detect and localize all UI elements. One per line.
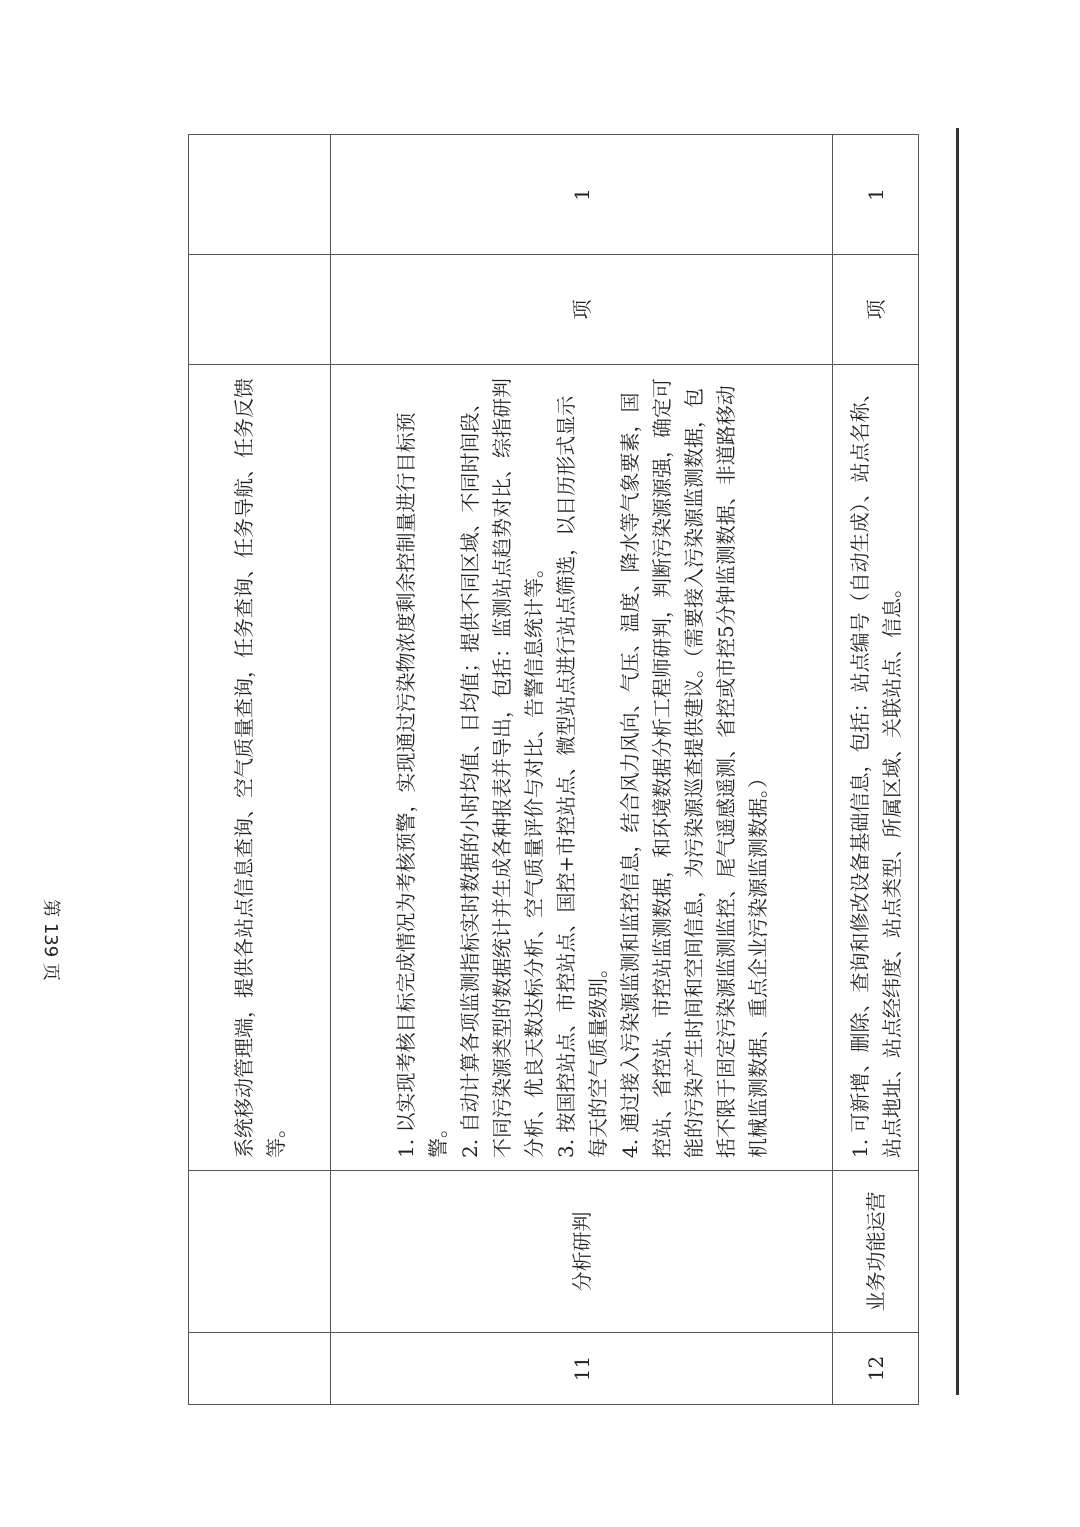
- description-paragraph: 系统移动管理端，提供各站点信息查询、空气质量查询，任务查询、任务导航、任务反馈等。: [231, 378, 288, 1158]
- spec-table: [188, 134, 919, 1405]
- unit-cell: [189, 255, 331, 365]
- quantity-cell: 1: [331, 135, 833, 255]
- description-paragraph: 1. 可新增、删除、查询和修改设备基础信息，包括：站点编号（自动生成）、站点名称、站点地址、站点经纬度、站点类型、所属区域、关联站点、信息。: [847, 382, 904, 1158]
- row-number: 11: [331, 1333, 833, 1405]
- row-number: 12: [833, 1333, 919, 1405]
- table-row: [331, 135, 833, 1405]
- function-description: [833, 365, 919, 1171]
- table-row: [833, 135, 919, 1405]
- description-paragraph: 2. 自动计算各项监测指标实时数据的小时均值、日均值；提供不同区域、不同时间段、不同污染源类型的数据统计并生成各种报表并导出，包括：监测站点趋势对比、综指研判分析、优良天数达标分析、空气质量评价与对比、告警信息统计等。: [457, 378, 546, 1158]
- function-name: [189, 1171, 331, 1333]
- page-number: 第 139 页: [40, 899, 61, 981]
- function-description: [189, 365, 331, 1171]
- right-margin-rule: [956, 128, 959, 1395]
- unit-cell: 项: [331, 255, 833, 365]
- quantity-cell: [189, 135, 331, 255]
- row-number: [189, 1333, 331, 1405]
- table-row: [189, 135, 331, 1405]
- description-paragraph: 3. 按国控站点、市控站点、国控+市控站点、微型站点进行站点筛选，以日历形式显示每天的空气质量级别。: [553, 395, 610, 1158]
- rotated-page: [188, 135, 918, 1405]
- quantity-cell: 1: [833, 135, 919, 255]
- description-paragraph: 1. 以实现考核目标完成情况为考核预警，实现通过污染物浓度剩余控制量进行目标预警。: [393, 412, 450, 1158]
- description-paragraph: 4. 通过接入污染源监测和监控信息，结合风力风向、气压、温度、降水等气象要素，国控站、省控站、市控站监测数据，和环境数据分析工程师研判，判断污染源源强，确定可能的污染产生时间和空间信息，为污染源巡查提供建议。（需要接入污染源监测数据，包括不限于固定污染源监测监控、尾气遥感遥测、省控或市控5分钟监测数据、非道路移动机械监测数据、重点企业污染源监测数据。）: [617, 378, 770, 1158]
- function-description: [331, 365, 833, 1171]
- unit-cell: 项: [833, 255, 919, 365]
- function-name: 分析研判: [331, 1171, 833, 1333]
- function-name: 业务功能运营: [833, 1171, 919, 1333]
